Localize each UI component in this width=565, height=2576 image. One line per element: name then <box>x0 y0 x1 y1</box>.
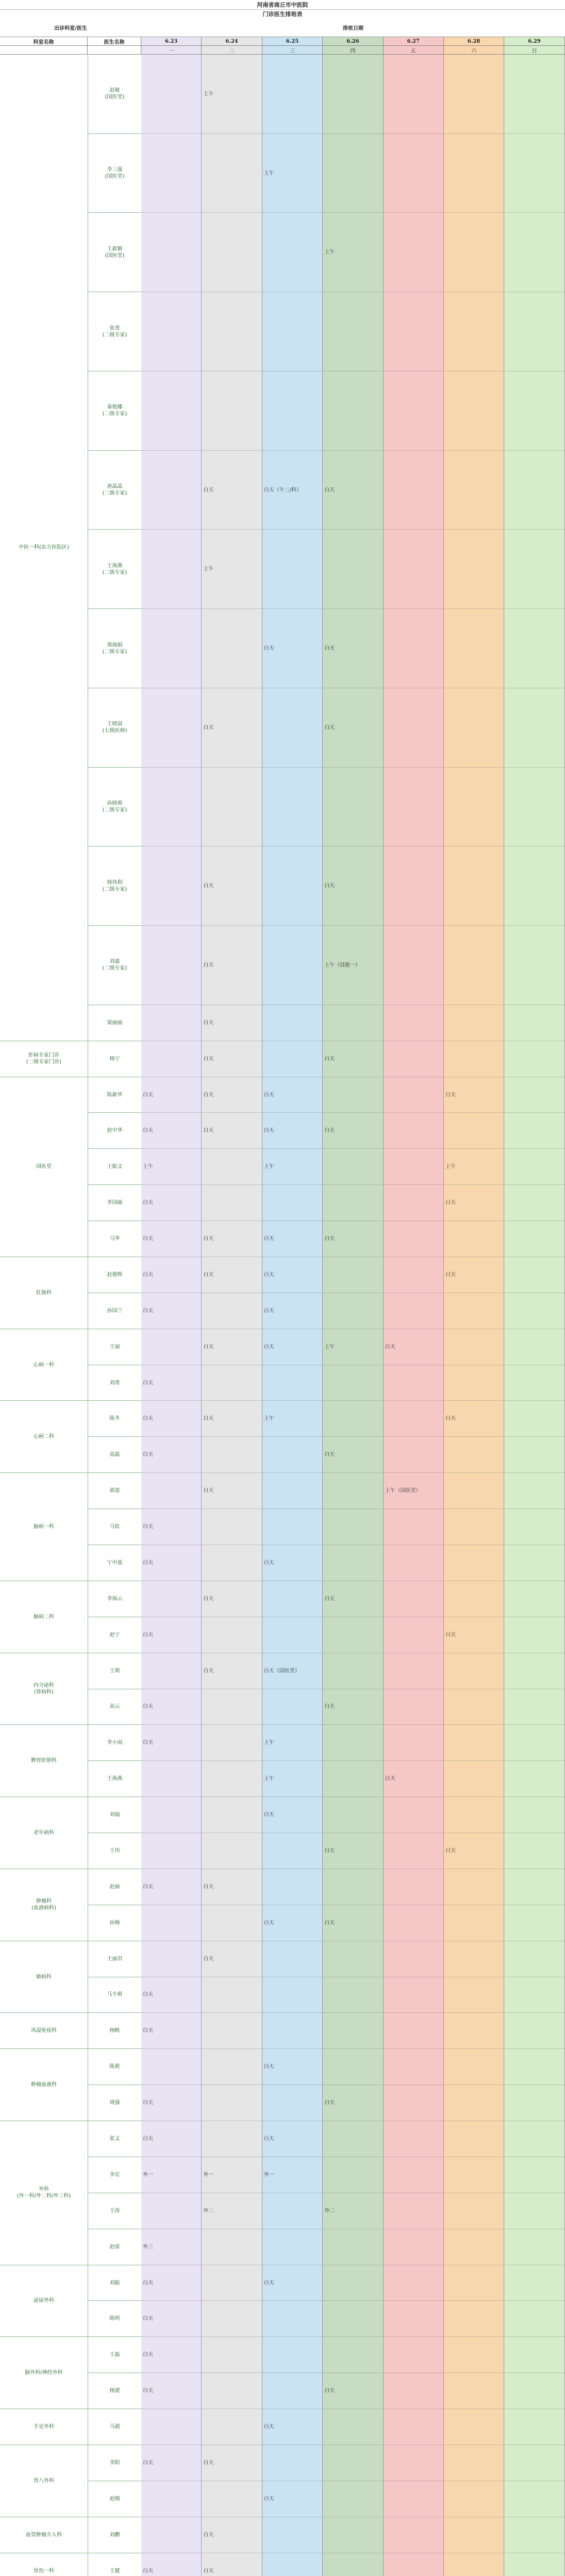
doctor-name: 赵丽 <box>88 1869 141 1905</box>
doctor-name: 李国丽 <box>88 1185 141 1221</box>
doctor-name: 张文 <box>88 2121 141 2157</box>
schedule-cell[interactable]: 白天 <box>203 1236 214 1242</box>
doctor-name: 李小雨 <box>88 1725 141 1761</box>
schedule-cell[interactable]: 上午 <box>324 249 335 256</box>
schedule-cell[interactable]: 白天（国医堂） <box>263 1668 300 1674</box>
doctor-name: 王晓晨 (七级医师) <box>88 688 141 768</box>
schedule-cell[interactable]: 上午 <box>324 1344 335 1350</box>
schedule-cell[interactable]: 白天 <box>143 1992 153 1998</box>
schedule-cell[interactable]: 白天 <box>203 883 214 889</box>
row-divider <box>141 2300 565 2301</box>
department-name: 内分泌科 (肾病科) <box>0 1653 88 1725</box>
schedule-cell[interactable]: 白天 <box>324 2388 335 2394</box>
schedule-cell[interactable]: 白天 <box>143 1524 153 1530</box>
doctor-name: 宁中波 <box>88 1545 141 1581</box>
doctor-name: 陈新华 <box>88 1077 141 1113</box>
schedule-cell[interactable]: 白天 <box>263 2136 274 2142</box>
date-row <box>0 37 141 46</box>
department-name: 肛肠科 <box>0 1257 88 1329</box>
doctor-name: 杨帆 <box>88 2013 141 2049</box>
schedule-cell[interactable]: 白天 <box>263 1236 274 1242</box>
schedule-cell[interactable]: 白天 <box>203 1020 214 1026</box>
page-title: 河南省商丘市中医院 <box>0 0 565 10</box>
department-name: 手足外科 <box>0 2409 88 2445</box>
department-name: 肿瘤血液科 <box>0 2049 88 2121</box>
schedule-cell[interactable]: 白天 <box>445 1416 456 1422</box>
weekday-header-2: 二 <box>202 46 262 55</box>
schedule-cell[interactable]: 白天 <box>324 646 335 651</box>
department-name: 脑病二科 <box>0 1581 88 1653</box>
doctor-name: 高磊 <box>88 1437 141 1473</box>
date-header-7: 6.29 <box>504 37 564 46</box>
schedule-cell[interactable]: 外一 <box>143 2172 153 2178</box>
doctor-name: 刘振 <box>88 2265 141 2301</box>
doctor-name: 李三强 (国医堂) <box>88 134 141 213</box>
schedule-cell[interactable]: 白天 <box>203 1884 214 1890</box>
schedule-cell[interactable]: 白天 <box>143 1452 153 1458</box>
doctor-name: 刘鹏 <box>88 2517 141 2553</box>
schedule-cell[interactable]: 上午 <box>203 91 214 97</box>
schedule-cell[interactable]: 外一 <box>203 2172 214 2178</box>
doctor-name: 赵俊辉 <box>88 1257 141 1293</box>
schedule-cell[interactable]: 白天 <box>143 2388 153 2394</box>
schedule-cell[interactable]: 白天 <box>143 2280 153 2286</box>
schedule-cell[interactable]: 上午（技能一） <box>324 962 361 968</box>
department-name: 血管肿瘤介入科 <box>0 2517 88 2553</box>
schedule-cell[interactable]: 上午 <box>143 1164 153 1170</box>
department-name: 老年病科 <box>0 1797 88 1869</box>
schedule-cell[interactable]: 白天 <box>143 1128 153 1134</box>
schedule-cell[interactable]: 白天 <box>203 2532 214 2538</box>
schedule-cell[interactable]: 白天 <box>203 1092 214 1098</box>
schedule-cell[interactable]: 白天 <box>143 2136 153 2142</box>
row-divider <box>141 1760 565 1761</box>
schedule-date-header: 排班日期 <box>141 19 565 37</box>
doctor-name: 王萌 <box>88 1653 141 1689</box>
department-name: 脑病一科 <box>0 1473 88 1581</box>
schedule-cell[interactable]: 白天 <box>143 2568 153 2574</box>
department-name: 泌尿外科 <box>0 2265 88 2337</box>
department-name: 风湿免疫科 <box>0 2013 88 2049</box>
col-dept-header: 科室名称 <box>0 37 88 46</box>
schedule-cell[interactable]: 白天 <box>143 1704 153 1710</box>
doctor-name: 赵中华 <box>88 1113 141 1149</box>
doctor-name: 马超 <box>88 2409 141 2445</box>
schedule-cell[interactable]: 白天 <box>143 1632 153 1638</box>
doctor-name: 高云 <box>88 1689 141 1725</box>
schedule-cell[interactable]: 白天 <box>324 1128 335 1134</box>
department-name: 肝病专家门诊 (二级专家门诊) <box>0 1041 88 1077</box>
schedule-cell[interactable]: 白天 <box>143 1308 153 1314</box>
doctor-name: 赵敏 (国医堂) <box>88 55 141 134</box>
doctor-name: 王海燕 <box>88 1761 141 1797</box>
schedule-cell[interactable]: 白天 <box>324 1848 335 1854</box>
doctor-name: 郑海娟 (二级专家) <box>88 609 141 688</box>
col-doctor-header: 医生名称 <box>88 37 141 46</box>
schedule-cell[interactable]: 白天 <box>324 1596 335 1602</box>
schedule-cell[interactable]: 白天 <box>143 2316 153 2322</box>
doctor-name: 王涛 <box>88 2193 141 2229</box>
department-name: 国医堂 <box>0 1077 88 1257</box>
weekday-header-7: 日 <box>504 46 564 55</box>
schedule-cell[interactable]: 白天 <box>445 1848 456 1854</box>
schedule-cell[interactable]: 白天 <box>324 1920 335 1926</box>
schedule-cell[interactable]: 白天 <box>263 2424 274 2430</box>
schedule-cell[interactable]: 上午 <box>263 1740 274 1746</box>
department-name: 骨伤一科 <box>0 2553 88 2576</box>
doctor-name: 马少莉 <box>88 1977 141 2013</box>
doctor-name: 孙晓莉 (二级专家) <box>88 768 141 847</box>
doctor-name: 赵刚 <box>88 2481 141 2517</box>
schedule-cell[interactable]: 白天 <box>203 1488 214 1494</box>
department-name: 心病一科 <box>0 1329 88 1401</box>
dept-doctor-header: 出诊科室/医生 <box>0 19 141 37</box>
schedule-cell[interactable]: 白天 <box>324 1452 335 1458</box>
doctor-name: 李海云 <box>88 1581 141 1617</box>
row-divider <box>141 1724 565 1725</box>
weekday-header-5: 五 <box>384 46 444 55</box>
row-divider <box>141 2012 565 2013</box>
department-name: 肿瘤科 (血液病科) <box>0 1869 88 1941</box>
schedule-cell[interactable]: 上午 <box>263 170 274 176</box>
schedule-cell[interactable]: 白天 <box>324 1236 335 1242</box>
schedule-cell[interactable]: 上午 <box>203 566 214 572</box>
department-name: 肺病科 <box>0 1941 88 2013</box>
day-column-bg-6 <box>444 55 504 2576</box>
schedule-cell[interactable]: 白天 <box>143 1236 153 1242</box>
weekday-header-1: 一 <box>141 46 202 55</box>
date-header-2: 6.24 <box>202 37 262 46</box>
doctor-name: 刘福 <box>88 1797 141 1833</box>
doctor-name: 王振文 <box>88 1149 141 1185</box>
schedule-cell[interactable]: 白天 <box>203 1056 214 1062</box>
doctor-name: 王磊 <box>88 2337 141 2373</box>
doctor-name: 杨宁 <box>88 1041 141 1077</box>
doctor-name: 刘勇 <box>88 1365 141 1401</box>
doctor-name: 杨建 <box>88 2373 141 2409</box>
schedule-cell[interactable]: 白天 <box>263 1920 274 1926</box>
schedule-cell[interactable]: 白天 <box>324 487 335 493</box>
schedule-cell[interactable]: 白天 <box>324 724 335 731</box>
schedule-cell[interactable]: 白天 <box>263 1812 274 1818</box>
doctor-name: 李宏 <box>88 2157 141 2193</box>
doctor-name: 王海燕 (二级专家) <box>88 530 141 609</box>
schedule-cell[interactable]: 白天 <box>263 2496 274 2502</box>
doctor-name: 王健 <box>88 2553 141 2576</box>
row-divider <box>141 767 565 768</box>
doctor-name: 孙国兰 <box>88 1293 141 1329</box>
weekday-row <box>0 46 141 55</box>
schedule-cell[interactable]: 白天 <box>143 1560 153 1566</box>
date-header-4: 6.26 <box>323 37 383 46</box>
schedule-cell[interactable]: 白天 <box>203 2460 214 2466</box>
schedule-cell[interactable]: 白天 <box>143 1200 153 1206</box>
date-header-3: 6.25 <box>262 37 323 46</box>
schedule-cell[interactable]: 外一 <box>263 2172 274 2178</box>
weekday-header-6: 六 <box>444 46 504 55</box>
schedule-cell[interactable]: 白天 <box>203 1344 214 1350</box>
schedule-cell[interactable]: 白天 <box>445 1092 456 1098</box>
schedule-cell[interactable]: 白天 <box>263 1092 274 1098</box>
schedule-cell[interactable]: 上午 <box>263 1776 274 1782</box>
schedule-cell[interactable]: 白天 <box>203 487 214 493</box>
schedule-cell[interactable]: 白天 <box>203 1128 214 1134</box>
doctor-name: 王丽君 <box>88 1941 141 1977</box>
day-column-bg-5 <box>384 55 444 2576</box>
schedule-cell[interactable]: 白天 <box>324 1056 335 1062</box>
schedule-cell[interactable]: 白天 <box>263 1308 274 1314</box>
doctor-name: 陈明 <box>88 2301 141 2337</box>
schedule-cell[interactable]: 白天 <box>263 1560 274 1566</box>
schedule-cell[interactable]: 白天 <box>203 724 214 731</box>
schedule-cell[interactable]: 白天 <box>143 1416 153 1422</box>
schedule-cell[interactable]: 白天 <box>324 2100 335 2106</box>
doctor-name: 刘嘉 (二级专家) <box>88 926 141 1005</box>
weekday-header-4: 四 <box>323 46 383 55</box>
department-name: 脾胃肝胆科 <box>0 1725 88 1797</box>
schedule-cell[interactable]: 外三 <box>143 2244 153 2250</box>
schedule-cell[interactable]: 白天 <box>324 883 335 889</box>
department-name: 脑外科/神经外科 <box>0 2337 88 2409</box>
doctor-name: 马华 <box>88 1221 141 1257</box>
doctor-name: 郭波 <box>88 1473 141 1509</box>
schedule-cell[interactable]: 白天 <box>203 962 214 968</box>
doctor-name: 韩伟利 (二级专家) <box>88 846 141 926</box>
schedule-cell[interactable]: 白天 <box>203 1416 214 1422</box>
doctor-name: 陈莉 <box>88 2049 141 2085</box>
schedule-cell[interactable]: 白天（午二/科） <box>263 487 302 493</box>
schedule-cell[interactable]: 白天 <box>385 1776 395 1782</box>
schedule-cell[interactable]: 白天 <box>203 2568 214 2574</box>
schedule-cell[interactable]: 白天 <box>385 1344 395 1350</box>
schedule-cell[interactable]: 上午 <box>263 1416 274 1422</box>
schedule-cell[interactable]: 白天 <box>143 1092 153 1098</box>
schedule-cell[interactable]: 白天 <box>143 1740 153 1746</box>
schedule-cell[interactable]: 白天 <box>263 1344 274 1350</box>
doctor-name: 陈冬 <box>88 1401 141 1437</box>
doctor-name: 赵雷 <box>88 2229 141 2265</box>
department-name: 骨八外科 <box>0 2445 88 2517</box>
schedule-cell[interactable]: 白天 <box>143 2028 153 2034</box>
page-subtitle: 门诊医生排班表 <box>0 9 565 19</box>
doctor-name: 秦艳娜 (二级专家) <box>88 371 141 451</box>
schedule-cell[interactable]: 白天 <box>143 1884 153 1890</box>
schedule-cell[interactable]: 上午（国医堂） <box>385 1488 421 1494</box>
schedule-cell[interactable]: 白天 <box>324 1704 335 1710</box>
doctor-name: 王伟 <box>88 1833 141 1869</box>
weekday-header-3: 三 <box>262 46 323 55</box>
schedule-cell[interactable]: 白天 <box>143 1272 153 1278</box>
row-divider <box>141 2336 565 2337</box>
department-name: 外科 (外一科/外二科/外三科) <box>0 2121 88 2265</box>
schedule-cell[interactable]: 白天 <box>143 1380 153 1386</box>
schedule-cell[interactable]: 白天 <box>263 2280 274 2286</box>
schedule-cell[interactable]: 外二 <box>324 2208 335 2214</box>
doctor-name: 张勇 (二级专家) <box>88 292 141 371</box>
schedule-cell[interactable]: 上午 <box>263 1164 274 1170</box>
schedule-cell[interactable]: 白天 <box>445 1200 456 1206</box>
date-header-6: 6.28 <box>444 37 504 46</box>
schedule-cell[interactable]: 白天 <box>445 1272 456 1278</box>
schedule-cell[interactable]: 外二 <box>203 2208 214 2214</box>
schedule-cell[interactable]: 白天 <box>263 646 274 651</box>
schedule-cell[interactable]: 白天 <box>143 2460 153 2466</box>
doctor-name: 孙梅 <box>88 1905 141 1941</box>
doctor-name: 唐晶晶 (二级专家) <box>88 451 141 530</box>
doctor-name: 王丽 <box>88 1329 141 1365</box>
schedule-cell[interactable]: 白天 <box>143 2100 153 2106</box>
doctor-name: 王新颖 (国医堂) <box>88 213 141 292</box>
schedule-cell[interactable]: 白天 <box>203 1596 214 1602</box>
schedule-cell[interactable]: 上午 <box>445 1164 456 1170</box>
date-header-1: 6.23 <box>141 37 202 46</box>
department-name: 中医一科(东方医院区) <box>0 55 88 1041</box>
schedule-cell[interactable]: 白天 <box>143 2352 153 2358</box>
doctor-name: 梁丽丽 <box>88 1005 141 1041</box>
department-name: 心病二科 <box>0 1401 88 1473</box>
date-header-5: 6.27 <box>384 37 444 46</box>
doctor-name: 赵宁 <box>88 1617 141 1653</box>
doctor-name: 李阳 <box>88 2445 141 2481</box>
schedule-cell[interactable]: 白天 <box>203 1272 214 1278</box>
schedule-cell[interactable]: 白天 <box>445 1632 456 1638</box>
schedule-cell[interactable]: 白天 <box>263 1128 274 1134</box>
doctor-name: 马钦 <box>88 1509 141 1545</box>
day-column-bg-7 <box>504 55 564 2576</box>
doctor-name: 周强 <box>88 2085 141 2121</box>
row-divider <box>141 133 565 134</box>
schedule-cell[interactable]: 白天 <box>203 1668 214 1674</box>
schedule-cell[interactable]: 白天 <box>203 1956 214 1962</box>
row-divider <box>141 2048 565 2049</box>
schedule-cell[interactable]: 白天 <box>263 2064 274 2070</box>
schedule-cell[interactable]: 白天 <box>263 1272 274 1278</box>
